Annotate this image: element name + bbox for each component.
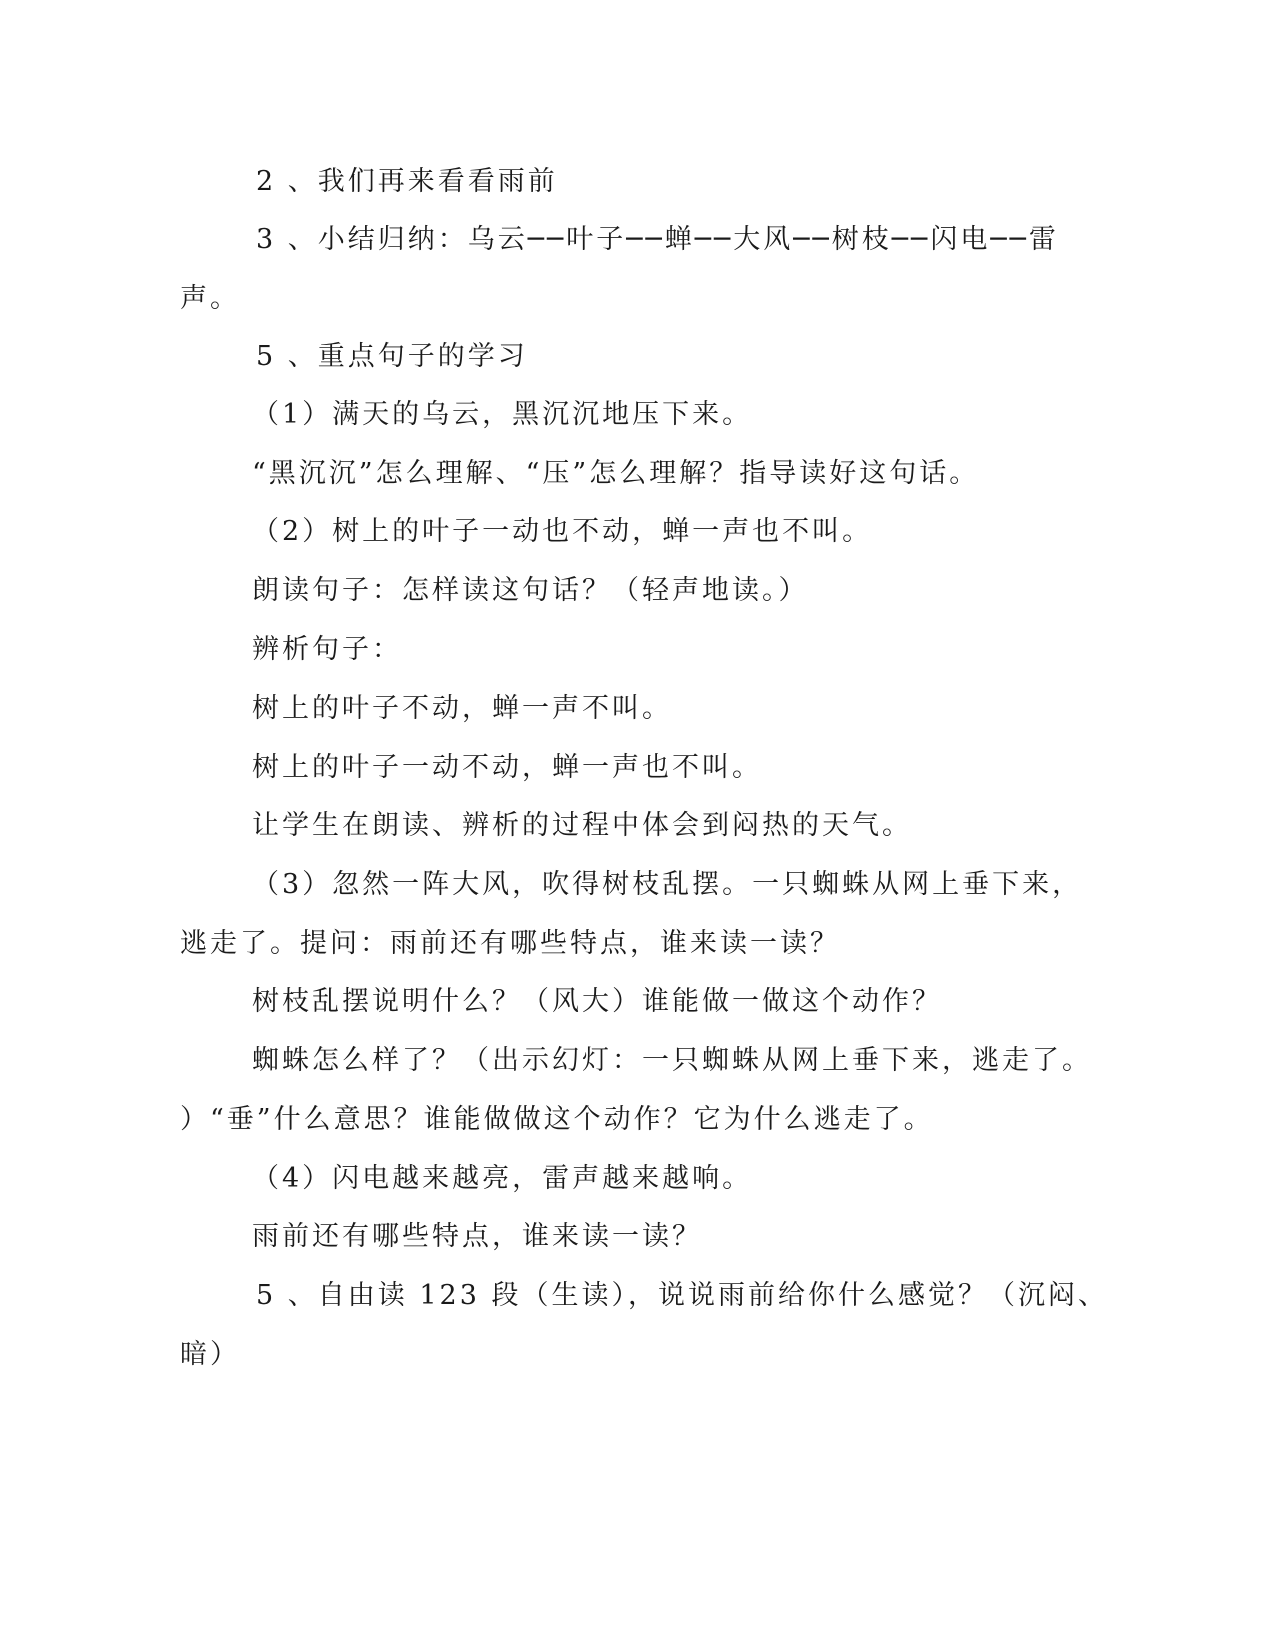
text-line: （4）闪电越来越亮，雷声越来越响。 <box>252 1163 753 1194</box>
text-line: （2）树上的叶子一动也不动，蝉一声也不叫。 <box>252 516 873 547</box>
text-line: 树上的叶子一动不动，蝉一声也不叫。 <box>252 752 762 783</box>
text-line: 2 、我们再来看看雨前 <box>256 166 558 197</box>
text-line: 5 、自由读 123 段（生读），说说雨前给你什么感觉？（沉闷、 <box>256 1280 1108 1311</box>
text-line: 逃走了。提问：雨前还有哪些特点，谁来读一读？ <box>180 928 840 959</box>
text-line: 树枝乱摆说明什么？（风大）谁能做一做这个动作？ <box>252 986 942 1017</box>
text-line: 雨前还有哪些特点，谁来读一读？ <box>252 1221 702 1252</box>
text-line: 蜘蛛怎么样了？（出示幻灯：一只蜘蛛从网上垂下来，逃走了。 <box>252 1045 1092 1076</box>
text-line: 朗读句子：怎样读这句话？（轻声地读。） <box>252 575 809 606</box>
text-line: 声。 <box>180 283 240 314</box>
text-line: ）“垂”什么意思？谁能做做这个动作？它为什么逃走了。 <box>180 1104 934 1135</box>
text-line: 暗） <box>180 1339 240 1370</box>
text-line: 5 、重点句子的学习 <box>256 341 528 372</box>
text-line: “黑沉沉”怎么理解、“压”怎么理解？指导读好这句话。 <box>252 458 980 489</box>
text-line: 3 、小结归纳：乌云──叶子──蝉──大风──树枝──闪电──雷 <box>256 224 1059 255</box>
text-line: 辨析句子： <box>252 634 402 665</box>
text-line: 让学生在朗读、辨析的过程中体会到闷热的天气。 <box>252 810 912 841</box>
text-line: 树上的叶子不动，蝉一声不叫。 <box>252 693 672 724</box>
text-line: （3）忽然一阵大风，吹得树枝乱摆。一只蜘蛛从网上垂下来， <box>252 869 1083 900</box>
text-line: （1）满天的乌云，黑沉沉地压下来。 <box>252 399 753 430</box>
